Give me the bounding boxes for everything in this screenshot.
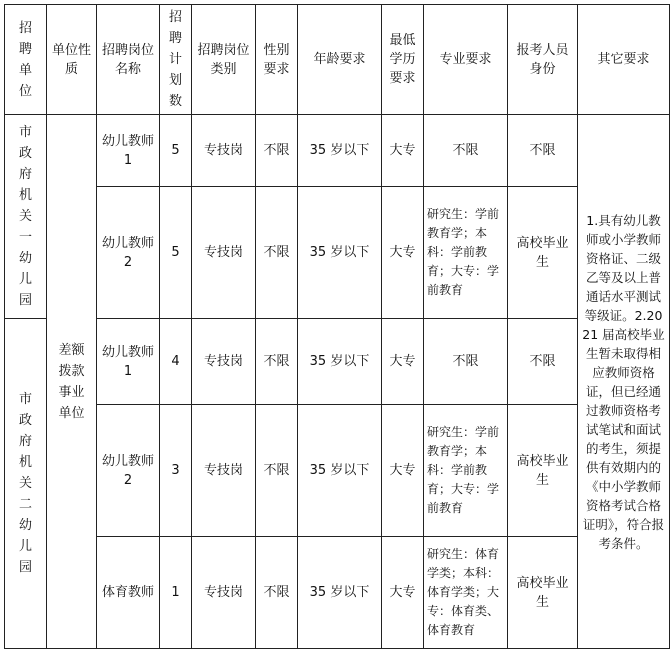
header-category: 招聘岗位类别	[192, 5, 256, 115]
cell-education: 大专	[382, 115, 424, 187]
cell-position: 幼儿教师 1	[97, 319, 160, 405]
cell-position: 幼儿教师 1	[97, 115, 160, 187]
cell-gender: 不限	[256, 405, 298, 537]
cell-age: 35 岁以下	[298, 115, 382, 187]
cell-identity: 高校毕业生	[508, 187, 578, 319]
cell-quota: 1	[160, 537, 192, 649]
cell-major: 研究生：学前教育学；本科：学前教育；大专：学前教育	[424, 405, 508, 537]
cell-identity: 不限	[508, 319, 578, 405]
table-row	[5, 537, 670, 649]
cell-quota: 5	[160, 187, 192, 319]
header-gender: 性别要求	[256, 5, 298, 115]
cell-identity: 高校毕业生	[508, 537, 578, 649]
cell-category: 专技岗	[192, 319, 256, 405]
table-row	[5, 187, 670, 319]
table-row	[5, 405, 670, 537]
cell-position: 体育教师	[97, 537, 160, 649]
cell-age: 35 岁以下	[298, 187, 382, 319]
recruitment-table	[4, 4, 670, 649]
cell-age: 35 岁以下	[298, 405, 382, 537]
cell-position: 幼儿教师 2	[97, 187, 160, 319]
unit-nature: 差额拨款事业单位	[47, 115, 97, 649]
table-row	[5, 319, 670, 405]
cell-major: 不限	[424, 319, 508, 405]
header-age: 年龄要求	[298, 5, 382, 115]
cell-quota: 5	[160, 115, 192, 187]
cell-major: 研究生：体育学类；本科：体育学类；大专：体育类、体育教育	[424, 537, 508, 649]
unit-kg2: 市政府机关二幼儿园	[5, 319, 47, 649]
cell-education: 大专	[382, 187, 424, 319]
cell-category: 专技岗	[192, 537, 256, 649]
cell-education: 大专	[382, 405, 424, 537]
cell-gender: 不限	[256, 187, 298, 319]
cell-quota: 4	[160, 319, 192, 405]
header-identity: 报考人员身份	[508, 5, 578, 115]
header-education: 最低学历要求	[382, 5, 424, 115]
cell-gender: 不限	[256, 537, 298, 649]
header-row	[5, 5, 670, 115]
other-requirements: 1.具有幼儿教师或小学教师资格证、二级乙等及以上普通话水平测试等级证。2.2021 届高校毕业生暂未取得相应教师资格证，但已经通过教师资格考试笔试和面试的考生，须提供有效期内的《中小学教师资格考试合格证明》，符合报考条件。	[578, 115, 670, 649]
table-row	[5, 115, 670, 187]
cell-category: 专技岗	[192, 115, 256, 187]
cell-gender: 不限	[256, 319, 298, 405]
cell-gender: 不限	[256, 115, 298, 187]
header-nature: 单位性质	[47, 5, 97, 115]
cell-major: 研究生：学前教育学；本科：学前教育；大专：学前教育	[424, 187, 508, 319]
cell-education: 大专	[382, 319, 424, 405]
header-other: 其它要求	[578, 5, 670, 115]
header-unit: 招聘单位	[5, 5, 47, 115]
cell-identity: 高校毕业生	[508, 405, 578, 537]
cell-major: 不限	[424, 115, 508, 187]
unit-kg1: 市政府机关一幼儿园	[5, 115, 47, 319]
cell-position: 幼儿教师 2	[97, 405, 160, 537]
cell-quota: 3	[160, 405, 192, 537]
cell-category: 专技岗	[192, 187, 256, 319]
cell-age: 35 岁以下	[298, 319, 382, 405]
header-position: 招聘岗位名称	[97, 5, 160, 115]
cell-age: 35 岁以下	[298, 537, 382, 649]
cell-category: 专技岗	[192, 405, 256, 537]
cell-education: 大专	[382, 537, 424, 649]
header-quota: 招聘计划数	[160, 5, 192, 115]
cell-identity: 不限	[508, 115, 578, 187]
header-major: 专业要求	[424, 5, 508, 115]
